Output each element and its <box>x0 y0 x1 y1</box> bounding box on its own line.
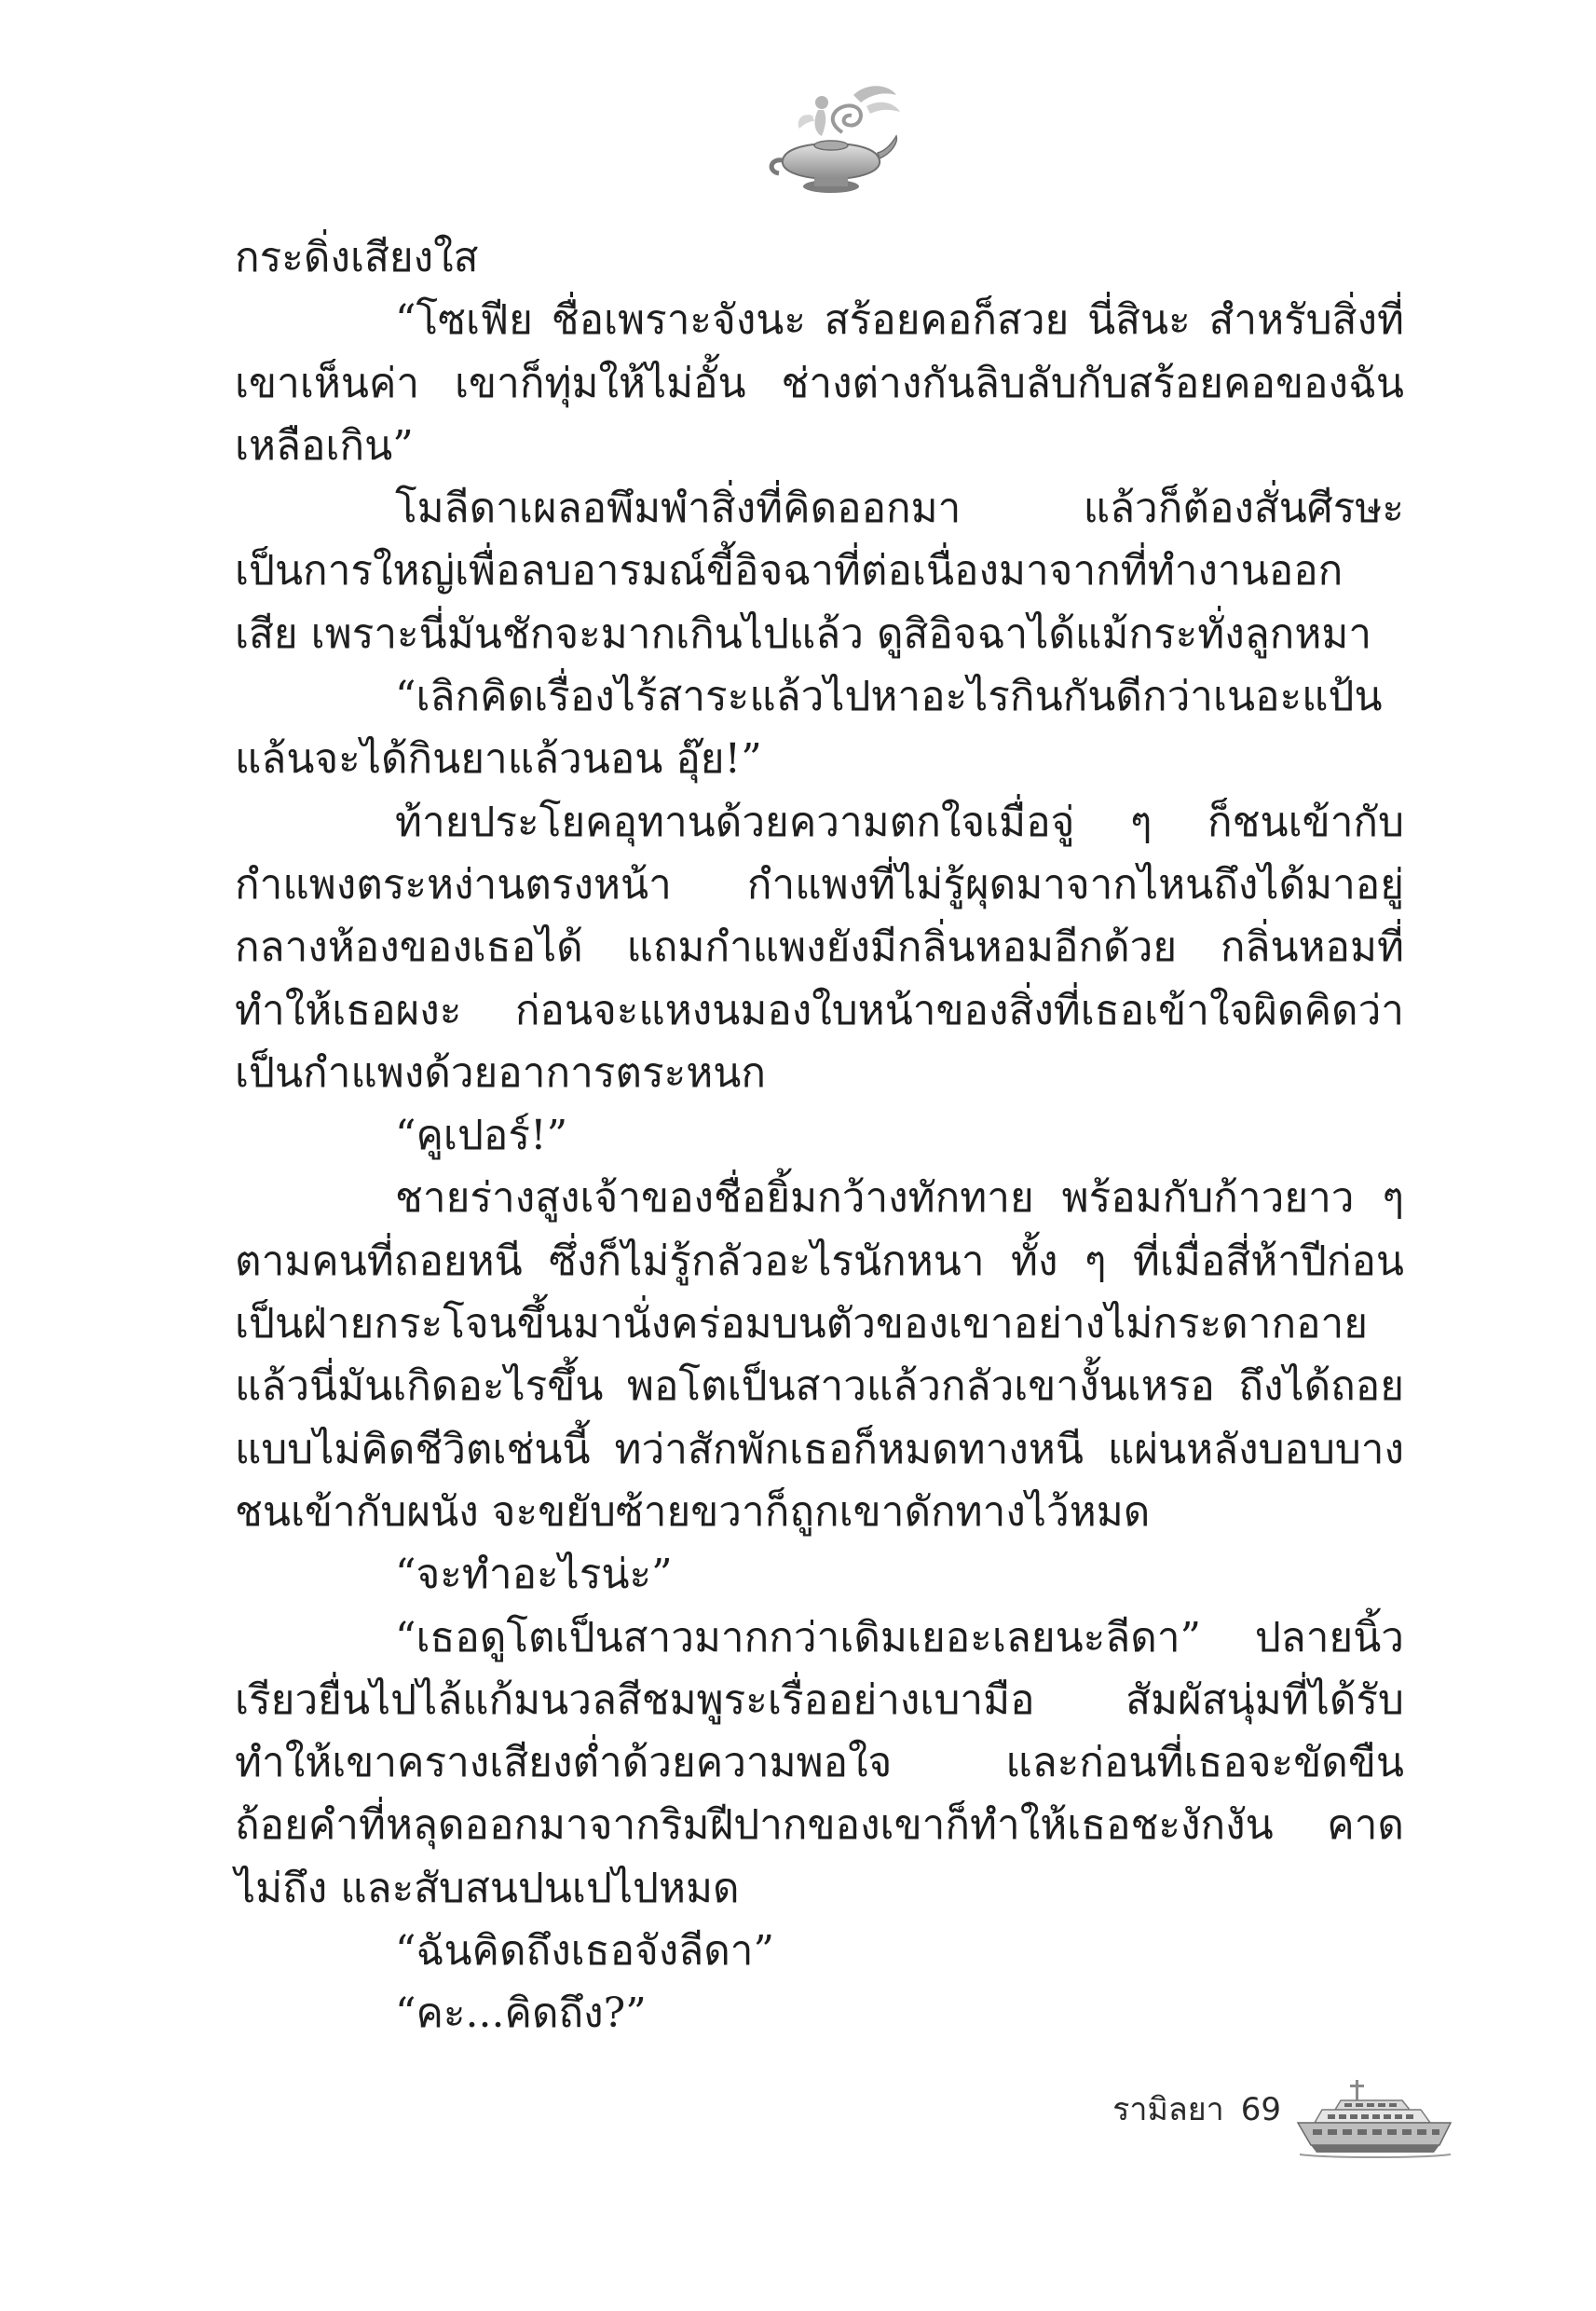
paragraph-4: “เลิกคิดเรื่องไร้สาระแล้วไปหาอะไรกินกันดีกว่าเนอะแป้นแล้นจะได้กินยาแล้วนอน อุ๊ย!” <box>235 673 1383 784</box>
body-text <box>235 226 1404 2045</box>
paragraph-3: โมลีดาเผลอพึมพำสิ่งที่คิดออกมา แล้วก็ต้องสั่นศีรษะเป็นการใหญ่เพื่อลบอารมณ์ขี้อิจฉาที่ต่อเนื่องมาจากที่ทำงานออกเสีย เพราะนี่มันชักจะมากเกินไปแล้ว ดูสิอิจฉาได้แม้กระทั่งลูกหมา <box>235 485 1404 658</box>
page-number: 69 <box>1240 2091 1281 2128</box>
paragraph-11: “คะ...คิดถึง?” <box>395 1990 647 2038</box>
paragraph-10: “ฉันคิดถึงเธอจังลีดา” <box>395 1927 774 1976</box>
paragraph-8: “จะทำอะไรน่ะ” <box>395 1551 673 1599</box>
genie-lamp-fairy-icon <box>757 75 906 205</box>
running-footer <box>1112 2084 1281 2134</box>
paragraph-1: กระดิ่งเสียงใส <box>235 234 479 281</box>
cruise-ship-icon <box>1290 2076 1458 2160</box>
paragraph-6: “คูเปอร์!” <box>395 1112 568 1160</box>
paragraph-5: ท้ายประโยคอุทานด้วยความตกใจเมื่อจู่ ๆ ก็ชนเข้ากับกำแพงตระหง่านตรงหน้า กำแพงที่ไม่รู้ผุดมาจากไหนถึงได้มาอยู่กลางห้องของเธอได้ แถมกำแพงยังมีกลิ่นหอมอีกด้วย กลิ่นหอมที่ทำให้เธอผงะ ก่อนจะแหงนมองใบหน้าของสิ่งที่เธอเข้าใจผิดคิดว่าเป็นกำแพงด้วยอาการตระหนก <box>235 798 1404 1097</box>
paragraph-2: “โซเฟีย ชื่อเพราะจังนะ สร้อยคอก็สวย นี่สินะ สำหรับสิ่งที่เขาเห็นค่า เขาก็ทุ่มให้ไม่อั้น ช่างต่างกันลิบลับกับสร้อยคอของฉันเหลือเกิน” <box>235 296 1404 470</box>
paragraph-7: ชายร่างสูงเจ้าของชื่อยิ้มกว้างทักทาย พร้อมกับก้าวยาว ๆ ตามคนที่ถอยหนี ซึ่งก็ไม่รู้กลัวอะไรนักหนา ทั้ง ๆ ที่เมื่อสี่ห้าปีก่อนเป็นฝ่ายกระโจนขึ้นมานั่งคร่อมบนตัวของเขาอย่างไม่กระดากอาย แล้วนี่มันเกิดอะไรขึ้น พอโตเป็นสาวแล้วกลัวเขางั้นเหรอ ถึงได้ถอยแบบไม่คิดชีวิตเช่นนี้ ทว่าสักพักเธอก็หมดทางหนี แผ่นหลังบอบบางชนเข้ากับผนัง จะขยับซ้ายขวาก็ถูกเขาดักทางไว้หมด <box>235 1174 1404 1536</box>
book-title: รามิลยา <box>1112 2091 1224 2128</box>
paragraph-9: “เธอดูโตเป็นสาวมากกว่าเดิมเยอะเลยนะลีดา” ปลายนิ้วเรียวยื่นไปไล้แก้มนวลสีชมพูระเรื่ออย่างเบามือ สัมผัสนุ่มที่ได้รับทำให้เขาครางเสียงต่ำด้วยความพอใจ และก่อนที่เธอจะขัดขืน ถ้อยคำที่หลุดออกมาจากริมฝีปากของเขาก็ทำให้เธอชะงักงัน คาดไม่ถึง และสับสนปนเปไปหมด <box>235 1613 1404 1912</box>
page-footer <box>1048 2076 1458 2160</box>
